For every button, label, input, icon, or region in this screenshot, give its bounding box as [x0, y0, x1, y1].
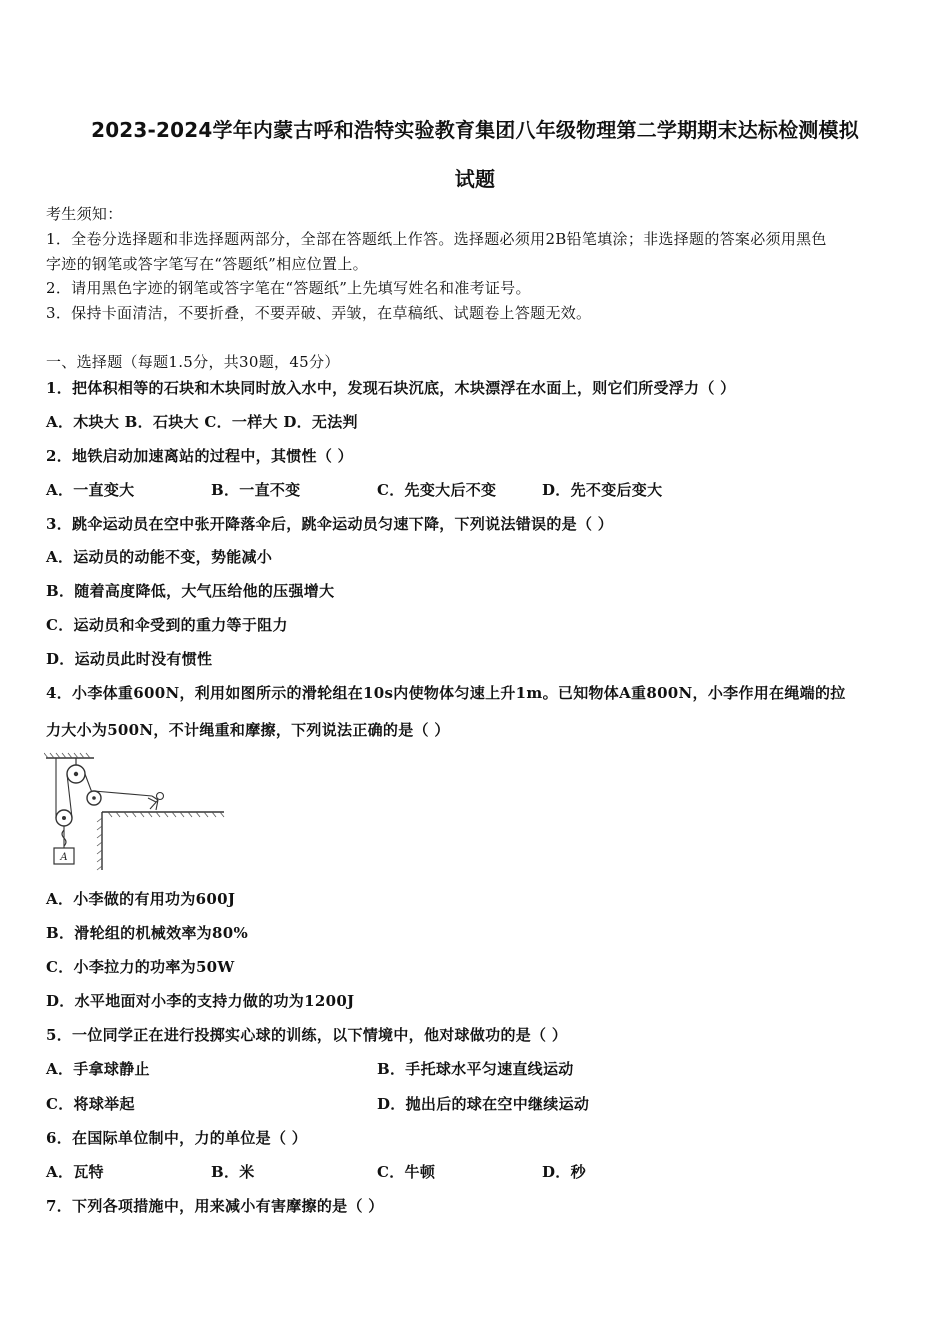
block-a-label: A [60, 852, 68, 863]
q1-options: A．木块大 B．石块大 C．一样大 D．无法判 [46, 413, 358, 431]
q2-option-d: D．先不变后变大 [542, 481, 663, 499]
notice-line-1: 1．全卷分选择题和非选择题两部分，全部在答题纸上作答。选择题必须用2B铅笔填涂；非选择题的答案必须用黑色 [46, 230, 827, 248]
q3-option-d: D．运动员此时没有惯性 [46, 650, 213, 668]
notice-line-4: 3．保持卡面清洁，不要折叠，不要弄破、弄皱，在草稿纸、试题卷上答题无效。 [46, 304, 592, 322]
q6-option-a: A．瓦特 [46, 1163, 104, 1181]
ceiling-hatch [44, 753, 90, 758]
doc-title-line2: 试题 [454, 167, 496, 191]
q5-option-a: A．手拿球静止 [46, 1060, 150, 1078]
notice-heading: 考生须知： [46, 205, 123, 223]
q2-option-c: C．先变大后不变 [377, 481, 497, 499]
q2-option-a: A．一直变大 [46, 481, 135, 499]
q6-option-c: C．牛顿 [377, 1163, 436, 1181]
q6-option-d: D．秒 [542, 1163, 586, 1181]
q4-stem-line1: 4．小李体重600N，利用如图所示的滑轮组在10s内使物体匀速上升1m。已知物体A重800N，小李作用在绳端的拉 [46, 684, 846, 702]
q7-stem: 7．下列各项措施中，用来减小有害摩擦的是（ ） [46, 1197, 384, 1215]
notice-line-2: 字迹的钢笔或答字笔写在“答题纸”相应位置上。 [46, 255, 368, 273]
q6-stem: 6．在国际单位制中，力的单位是（ ） [46, 1129, 308, 1147]
pulley-system-figure [44, 752, 230, 872]
q5-option-d: D．抛出后的球在空中继续运动 [377, 1095, 590, 1113]
q5-option-b: B．手托球水平匀速直线运动 [377, 1060, 574, 1078]
q4-option-a: A．小李做的有用功为600J [46, 890, 236, 908]
q4-option-d: D．水平地面对小李的支持力做的功为1200J [46, 992, 355, 1010]
notice-line-3: 2．请用黑色字迹的钢笔或答字笔在“答题纸”上先填写姓名和准考证号。 [46, 279, 531, 297]
q5-stem: 5．一位同学正在进行投掷实心球的训练，以下情境中，他对球做功的是（ ） [46, 1026, 568, 1044]
q4-option-b: B．滑轮组的机械效率为80% [46, 924, 249, 942]
q3-option-c: C．运动员和伞受到的重力等于阻力 [46, 616, 288, 634]
q1-stem: 1．把体积相等的石块和木块同时放入水中，发现石块沉底，木块漂浮在水面上，则它们所受浮力（ ） [46, 379, 736, 397]
q3-option-a: A．运动员的动能不变，势能减小 [46, 548, 273, 566]
q6-option-b: B．米 [211, 1163, 255, 1181]
q3-option-b: B．随着高度降低，大气压给他的压强增大 [46, 582, 335, 600]
person-xiaoli [148, 793, 164, 811]
section-heading: 一、选择题（每题1.5分，共30题，45分） [46, 353, 340, 371]
doc-title-line1: 2023-2024学年内蒙古呼和浩特实验教育集团八年级物理第二学期期末达标检测模拟 [91, 118, 859, 142]
q4-option-c: C．小李拉力的功率为50W [46, 958, 235, 976]
q2-option-b: B．一直不变 [211, 481, 301, 499]
q4-stem-line2: 力大小为500N，不计绳重和摩擦，下列说法正确的是（ ） [46, 721, 450, 739]
q3-stem: 3．跳伞运动员在空中张开降落伞后，跳伞运动员匀速下降，下列说法错误的是（ ） [46, 515, 614, 533]
q5-option-c: C．将球举起 [46, 1095, 135, 1113]
q2-stem: 2．地铁启动加速离站的过程中，其惯性（ ） [46, 447, 353, 465]
